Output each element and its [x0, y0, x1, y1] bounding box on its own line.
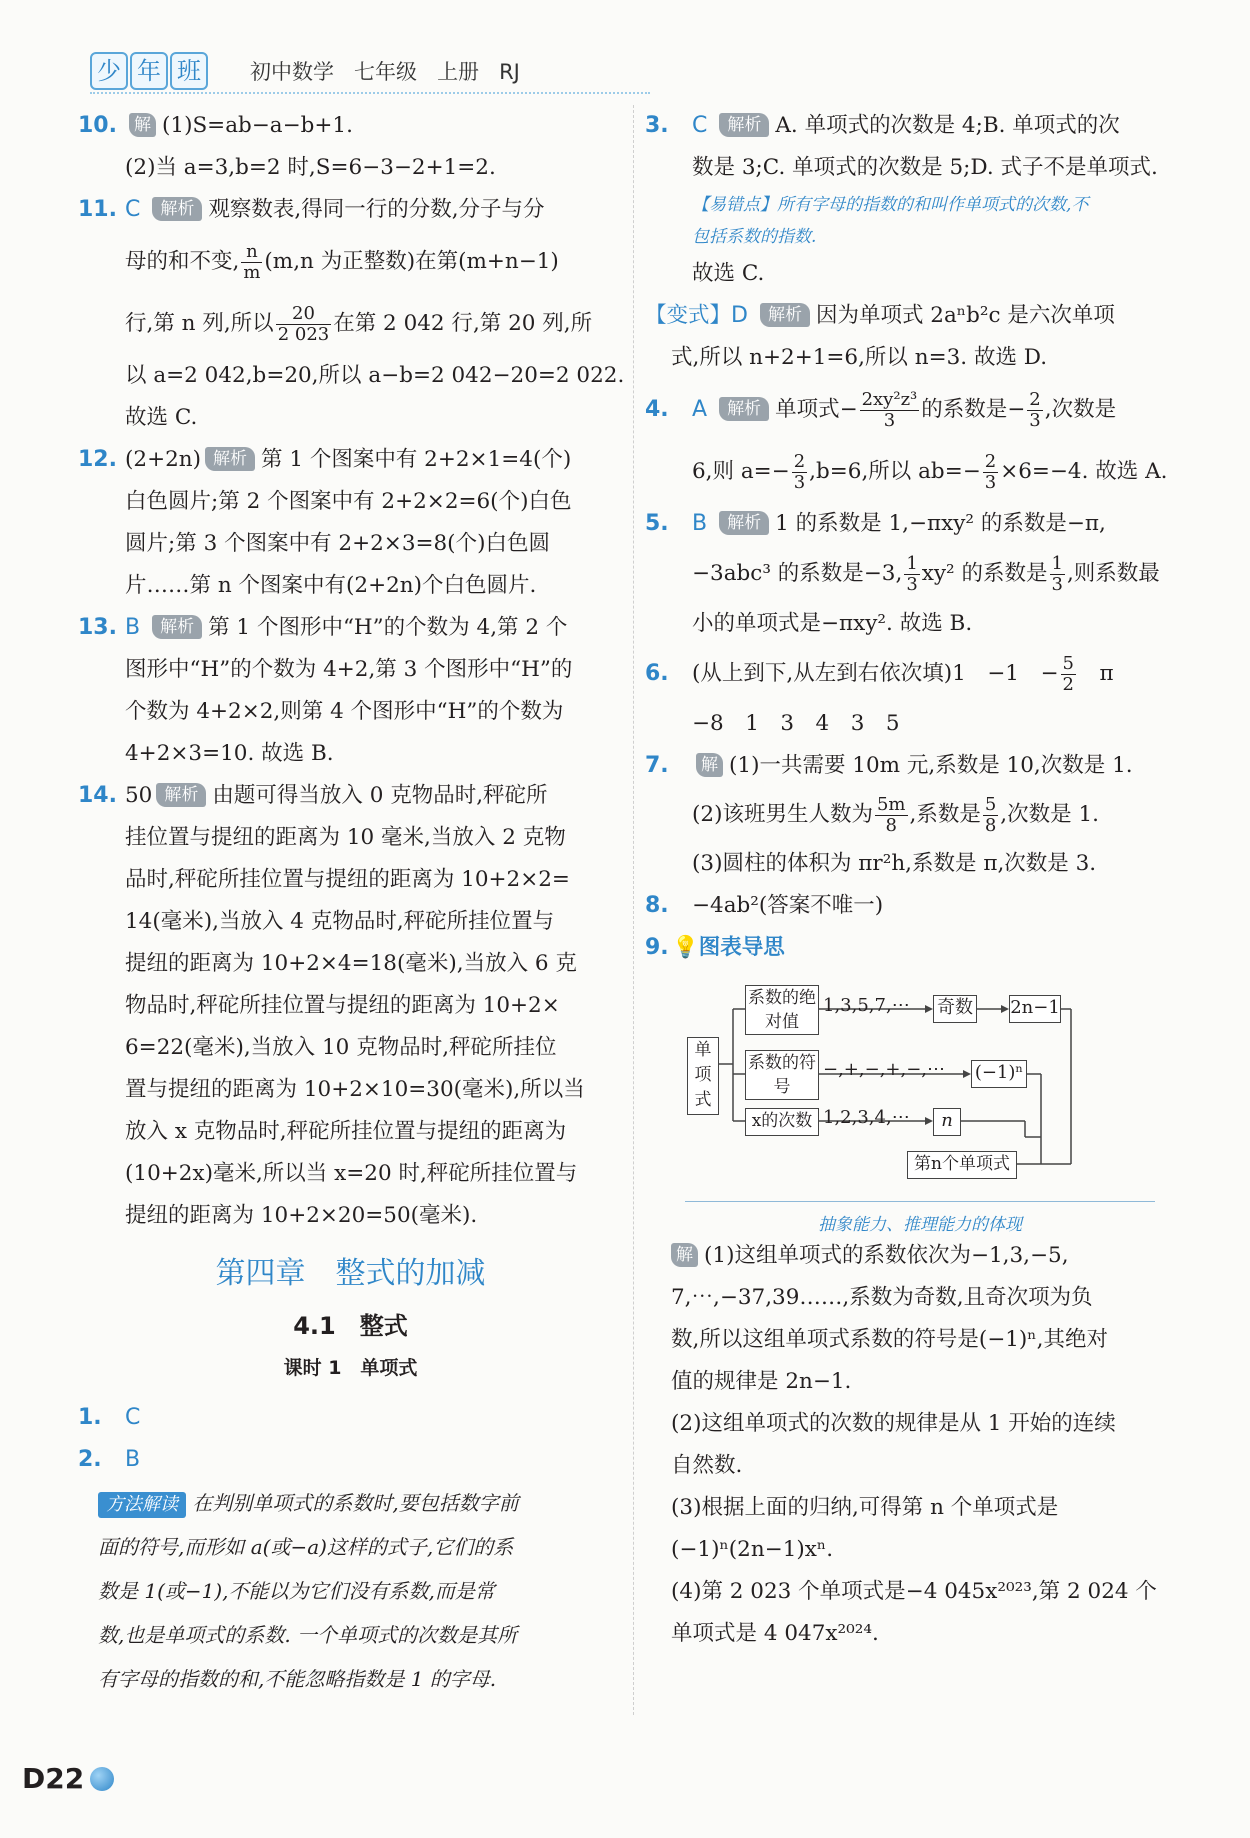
question-number: 5. [645, 511, 669, 536]
answer-2 [78, 1439, 623, 1481]
answer-choice: A [692, 397, 708, 422]
answer-value: (2+2n) [125, 447, 201, 472]
abs-box: 系数的绝对值 [745, 985, 819, 1035]
answer-7 [645, 745, 1187, 885]
text-line: 单项式是 4 047x²⁰²⁴. [671, 1621, 879, 1646]
numerator: 2 [1029, 388, 1041, 410]
text-line: 白色圆片;第 2 个图案中有 2+2×2=6(个)白色 [125, 489, 572, 514]
answer-9 [645, 927, 1187, 969]
text-line: 物品时,秤砣所挂位置与提纽的距离为 10+2× [125, 993, 560, 1018]
volume: 上册 [437, 60, 480, 84]
column-divider [633, 105, 634, 1715]
answer-choice: C [125, 1405, 141, 1430]
page-number: D22 [22, 1762, 85, 1795]
answer-12 [78, 439, 623, 607]
question-number: 6. [645, 661, 669, 686]
text-line: (3)圆柱的体积为 πr²h,系数是 π,次数是 3. [692, 851, 1097, 876]
answer-choice: D [731, 303, 748, 328]
fraction [1061, 654, 1076, 695]
answer-3 [645, 105, 1187, 295]
numerator: 20 [276, 304, 332, 325]
fraction [904, 554, 919, 595]
answer-choice: B [125, 1447, 141, 1472]
brand-logo [90, 52, 208, 90]
fraction [241, 242, 262, 283]
jie-tag: 解 [696, 753, 723, 777]
question-number: 14. [78, 783, 117, 808]
answer-11 [78, 189, 623, 439]
text-line: 挂位置与提纽的距离为 10 毫米,当放入 2 克物 [125, 825, 566, 850]
text-line: 式,所以 n+2+1=6,所以 n=3. 故选 D. [671, 345, 1048, 370]
fraction [792, 452, 807, 493]
error-note: 【易错点】所有字母的指数的和叫作单项式的次数,不 [692, 195, 1089, 215]
denominator: m [243, 261, 261, 283]
text-line: 故选 C. [125, 405, 198, 430]
brand-char: 年 [130, 52, 168, 90]
text-line: 片……第 n 个图案中有(2+2n)个白色圆片. [125, 573, 537, 598]
answer-6 [645, 645, 1187, 745]
analysis-tag: 解析 [719, 397, 769, 421]
section-title: 4.1 整式 [293, 1312, 408, 1340]
text-line: 6=22(毫米),当放入 10 克物品时,秤砣所挂位 [125, 1035, 557, 1060]
jie-tag: 解 [671, 1243, 698, 1267]
abs-sequence: 1,3,5,7,⋯ [823, 995, 910, 1016]
analysis-tag: 解析 [760, 303, 810, 327]
fraction [875, 795, 908, 836]
answer-13 [78, 607, 623, 775]
text-line: π [1077, 661, 1114, 686]
denominator: 2 023 [277, 323, 330, 345]
text-line: 数是 3;C. 单项式的次数是 5;D. 式子不是单项式. [692, 155, 1158, 180]
answer-choice: C [125, 197, 141, 222]
page-footer [22, 1762, 114, 1795]
page-header [90, 52, 650, 92]
sign-result-box: (−1)ⁿ [971, 1060, 1027, 1088]
denominator: 3 [883, 409, 896, 431]
numerator: 2 [793, 450, 806, 472]
numerator: 2 [984, 450, 997, 472]
text-line: 数,所以这组单项式系数的符号是(−1)ⁿ,其绝对 [671, 1327, 1108, 1352]
question-number: 7. [645, 753, 669, 778]
text-line: 个数为 4+2×2,则第 4 个图形中“H”的个数为 [125, 699, 564, 724]
text-line: 在判别单项式的系数时,要包括数字前 [192, 1491, 519, 1515]
edition: RJ [499, 60, 520, 84]
right-column [645, 105, 1187, 1655]
text-line: −4ab²(答案不唯一) [692, 893, 884, 918]
answer-5 [645, 503, 1187, 645]
numerator: 5m [876, 793, 906, 815]
text-line: 有字母的指数的和,不能忽略指数是 1 的字母. [98, 1667, 497, 1691]
text-line: ,b=6,所以 ab=− [809, 459, 981, 484]
lightbulb-icon: 💡 [672, 935, 699, 960]
text-line: (2)这组单项式的次数的规律是从 1 开始的连续 [671, 1411, 1116, 1436]
method-note [78, 1481, 623, 1701]
text-line: ×6=−4. 故选 A. [1000, 459, 1168, 484]
text-line: 因为单项式 2aⁿb²c 是六次单项 [815, 303, 1115, 328]
fraction [983, 795, 998, 836]
text-line: 面的符号,而形如 a(或−a)这样的式子,它们的系 [98, 1535, 514, 1559]
variant [645, 295, 1187, 379]
question-number: 3. [645, 113, 669, 138]
diagram-caption: 抽象能力、推理能力的体现 [685, 1201, 1155, 1246]
text-line: 提纽的距离为 10+2×20=50(毫米). [125, 1203, 478, 1228]
denominator: 8 [984, 814, 997, 836]
lesson-title: 课时 1 单项式 [283, 1357, 418, 1379]
fraction [983, 452, 998, 493]
text-line: (2)该班男生人数为 [692, 802, 873, 827]
sign-box: 系数的符号 [745, 1050, 819, 1100]
diagram-title: 图表导思 [698, 935, 785, 960]
root-box: 单项式 [687, 1037, 719, 1115]
text-line: 第 1 个图案中有 2+2×1=4(个) [261, 447, 572, 472]
text-line: 提纽的距离为 10+2×4=18(毫米),当放入 6 克 [125, 951, 577, 976]
text-line: 单项式− [775, 397, 858, 422]
numerator: 5 [984, 793, 997, 815]
text-line: (1)一共需要 10m 元,系数是 10,次数是 1. [729, 753, 1133, 778]
text-line: (m,n 为正整数)在第(m+n−1) [264, 249, 559, 274]
question-number: 13. [78, 615, 117, 640]
numerator: 1 [1051, 552, 1063, 574]
text-line: 6,则 a=− [692, 459, 790, 484]
odd-result-box: 2n−1 [1009, 995, 1061, 1023]
numerator: 2xy²z³ [861, 388, 918, 410]
answer-choice: B [125, 615, 141, 640]
question-number: 2. [78, 1447, 102, 1472]
text-line: 7,⋯,−37,39……,系数为奇数,且奇次项为负 [671, 1285, 1093, 1310]
text-line: (3)根据上面的归纳,可得第 n 个单项式是 [671, 1495, 1059, 1520]
text-line: (1)S=ab−a−b+1. [162, 113, 353, 138]
question-number: 10. [78, 113, 117, 138]
question-number: 4. [645, 397, 669, 422]
fraction [276, 304, 332, 345]
degree-result-box: n [933, 1108, 961, 1136]
answer-value: 50 [125, 783, 153, 808]
globe-icon [90, 1767, 114, 1791]
fraction [1050, 554, 1065, 595]
jie-tag: 解 [129, 113, 156, 137]
text-line: A. 单项式的次数是 4;B. 单项式的次 [775, 113, 1120, 138]
text-line: (−1)ⁿ(2n−1)xⁿ. [671, 1537, 834, 1562]
text-line: 品时,秤砣所挂位置与提纽的距离为 10+2×2= [125, 867, 570, 892]
denominator: 3 [1051, 573, 1063, 595]
text-line: 故选 C. [692, 261, 765, 286]
header-divider [90, 92, 650, 94]
answer-14 [78, 775, 623, 1237]
text-line: 的系数是− [921, 397, 1026, 422]
text-line: −3abc³ 的系数是−3, [692, 561, 903, 586]
nth-term-box: 第n个单项式 [907, 1151, 1017, 1179]
text-line: 数是 1(或−1),不能以为它们没有系数,而是常 [98, 1579, 495, 1603]
analysis-tag: 解析 [205, 447, 255, 471]
brand-char: 班 [170, 52, 208, 90]
sign-sequence: −,+,−,+,−,⋯ [823, 1059, 946, 1080]
brand-char: 少 [90, 52, 128, 90]
text-line: ,次数是 1. [1000, 802, 1099, 827]
fraction [1027, 390, 1042, 431]
text-line: 4+2×3=10. 故选 B. [125, 741, 334, 766]
text-line: 1 的系数是 1,−πxy² 的系数是−π, [775, 511, 1106, 536]
chapter-title: 第四章 整式的加减 [215, 1256, 486, 1291]
text-line: xy² 的系数是 [921, 561, 1048, 586]
grade: 七年级 [354, 60, 418, 84]
text-line: 观察数表,得同一行的分数,分子与分 [208, 197, 545, 222]
denominator: 8 [885, 814, 897, 836]
denominator: 3 [793, 471, 806, 493]
text-line: −8 1 3 4 3 5 [692, 711, 900, 736]
text-line: 由题可得当放入 0 克物品时,秤砣所 [212, 783, 548, 808]
text-line: 放入 x 克物品时,秤砣所挂位置与提纽的距离为 [125, 1119, 567, 1144]
text-line: ,次数是 [1044, 397, 1117, 422]
numerator: 5 [1062, 652, 1074, 674]
degree-sequence: 1,2,3,4,⋯ [823, 1107, 910, 1128]
text-line: 自然数. [671, 1453, 743, 1478]
text-line: 14(毫米),当放入 4 克物品时,秤砣所挂位置与 [125, 909, 555, 934]
text-line: 值的规律是 2n−1. [671, 1369, 852, 1394]
text-line: 圆片;第 3 个图案中有 2+2×3=8(个)白色圆 [125, 531, 550, 556]
text-line: 数,也是单项式的系数. 一个单项式的次数是其所 [98, 1623, 518, 1647]
left-column [78, 105, 623, 1701]
answer-1 [78, 1397, 623, 1439]
question-number: 11. [78, 197, 117, 222]
question-number: 9. [645, 935, 669, 960]
text-line: 置与提纽的距离为 10+2×10=30(毫米),所以当 [125, 1077, 585, 1102]
fraction [860, 390, 920, 431]
header-info [250, 56, 520, 86]
analysis-tag: 解析 [156, 783, 206, 807]
numerator: 1 [906, 552, 918, 574]
question-number: 1. [78, 1405, 102, 1430]
answer-9-solution [645, 1235, 1187, 1655]
answer-8 [645, 885, 1187, 927]
denominator: 2 [1062, 673, 1074, 695]
text-line: ,系数是 [909, 802, 981, 827]
analysis-tag: 解析 [719, 511, 769, 535]
text-line: (从上到下,从左到右依次填)1 −1 − [692, 661, 1059, 686]
analysis-tag: 解析 [152, 197, 202, 221]
method-label: 方法解读 [98, 1492, 186, 1518]
error-note: 包括系数的指数. [692, 227, 817, 247]
answer-choice: C [692, 113, 708, 138]
denominator: 3 [906, 573, 918, 595]
text-line: (4)第 2 023 个单项式是−4 045x²⁰²³,第 2 024 个 [671, 1579, 1157, 1604]
denominator: 3 [1029, 409, 1041, 431]
text-line: (1)这组单项式的系数依次为−1,3,−5, [704, 1243, 1069, 1268]
analysis-tag: 解析 [152, 615, 202, 639]
text-line: ,则系数最 [1066, 561, 1160, 586]
question-number: 8. [645, 893, 669, 918]
text-line: 图形中“H”的个数为 4+2,第 3 个图形中“H”的 [125, 657, 573, 682]
text-line: 第 1 个图形中“H”的个数为 4,第 2 个 [208, 615, 568, 640]
text-line: 行,第 n 列,所以 [125, 311, 274, 336]
answer-choice: B [692, 511, 708, 536]
denominator: 3 [984, 471, 997, 493]
answer-4 [645, 379, 1187, 503]
text-line: (2)当 a=3,b=2 时,S=6−3−2+1=2. [125, 155, 496, 180]
text-line: 母的和不变, [125, 249, 240, 274]
text-line: 在第 2 042 行,第 20 列,所 [333, 311, 593, 336]
text-line: 小的单项式是−πxy². 故选 B. [692, 611, 973, 636]
text-line: 以 a=2 042,b=20,所以 a−b=2 042−20=2 022. [125, 363, 625, 388]
question-number: 12. [78, 447, 117, 472]
concept-diagram [685, 979, 1155, 1235]
numerator: n [241, 242, 262, 263]
degree-box: x的次数 [745, 1108, 819, 1136]
analysis-tag: 解析 [719, 113, 769, 137]
answer-10 [78, 105, 623, 189]
odd-box: 奇数 [933, 995, 977, 1023]
subject: 初中数学 [250, 60, 334, 84]
variant-label: 【变式】 [645, 303, 732, 328]
text-line: (10+2x)毫米,所以当 x=20 时,秤砣所挂位置与 [125, 1161, 578, 1186]
